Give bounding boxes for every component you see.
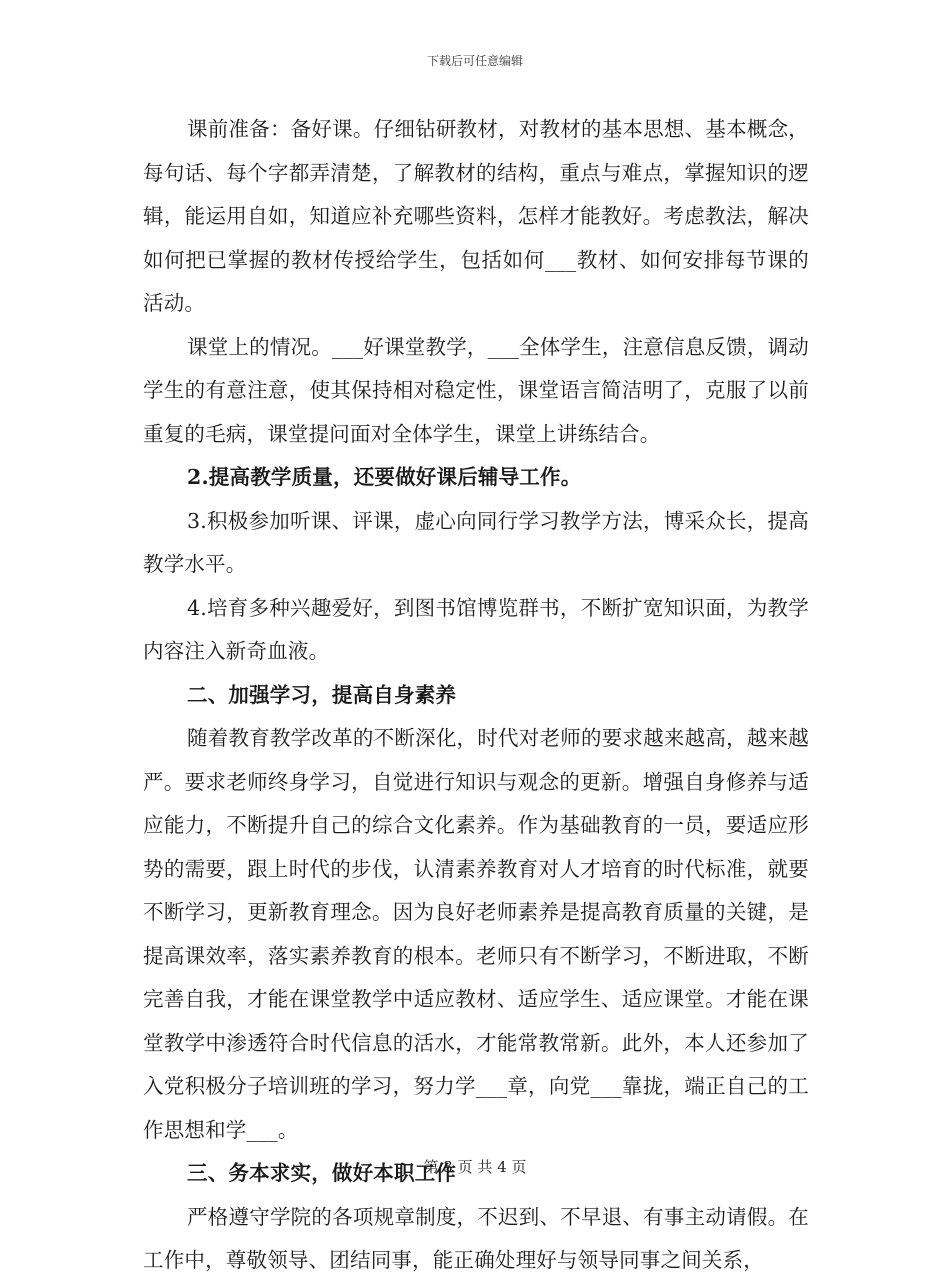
paragraph-classroom-situation: 课堂上的情况。___好课堂教学，___全体学生，注意信息反馈，调动学生的有意注意，使其保持相对稳定性，课堂语言简洁明了，克服了以前重复的毛病，课堂提问面对全体学生，课堂上讲练结合。 [143, 334, 809, 446]
paragraph-lesson-preparation: 课前准备：备好课。仔细钻研教材，对教材的基本思想、基本概念，每句话、每个字都弄清楚，了解教材的结构，重点与难点，掌握知识的逻辑，能运用自如，知道应补充哪些资料，怎样才能教好。考虑教法，解决如何把已掌握的教材传授给学生，包括如何___教材、如何安排每节课的活动。 [143, 117, 809, 315]
section-heading-duties: 三、务本求实，做好本职工作 [187, 1161, 457, 1185]
heading-after-class-tutoring: 2.提高教学质量，还要做好课后辅导工作。 [187, 465, 582, 489]
paragraph-interests-reading: 4.培育多种兴趣爱好，到图书馆博览群书，不断扩宽知识面，为教学内容注入新奇血液。 [143, 595, 809, 663]
paragraph-duties-details: 严格遵守学院的各项规章制度，不迟到、不早退、有事主动请假。在工作中，尊敬领导、团结同事，能正确处理好与领导同事之间关系， [143, 1204, 809, 1272]
section-heading-study: 二、加强学习，提高自身素养 [187, 682, 457, 707]
document-body [143, 108, 809, 1283]
page-header: 下载后可任意编辑 [426, 54, 523, 68]
paragraph-lesson-observation: 3.积极参加听课、评课，虚心向同行学习教学方法，博采众长，提高教学水平。 [143, 508, 809, 576]
paragraph-study-details: 随着教育教学改革的不断深化，时代对老师的要求越来越高，越来越严。要求老师终身学习，自觉进行知识与观念的更新。增强自身修养与适应能力，不断提升自己的综合文化素养。作为基础教育的一员，要适应形势的需要，跟上时代的步伐，认清素养教育对人才培育的时代标准，就要不断学习，更新教育理念。因为良好老师素养是提高教育质量的关键，是提高课效率，落实素养教育的根本。老师只有不断学习，不断进取，不断完善自我，才能在课堂教学中适应教材、适应学生、适应课堂。才能在课堂教学中渗透符合时代信息的活水，才能常教常新。此外，本人还参加了入党积极分子培训班的学习，努力学___章，向党___靠拢，端正自己的工作思想和学___。 [143, 726, 809, 1142]
page-footer: 第 3 页 共 4 页 [423, 1158, 527, 1176]
